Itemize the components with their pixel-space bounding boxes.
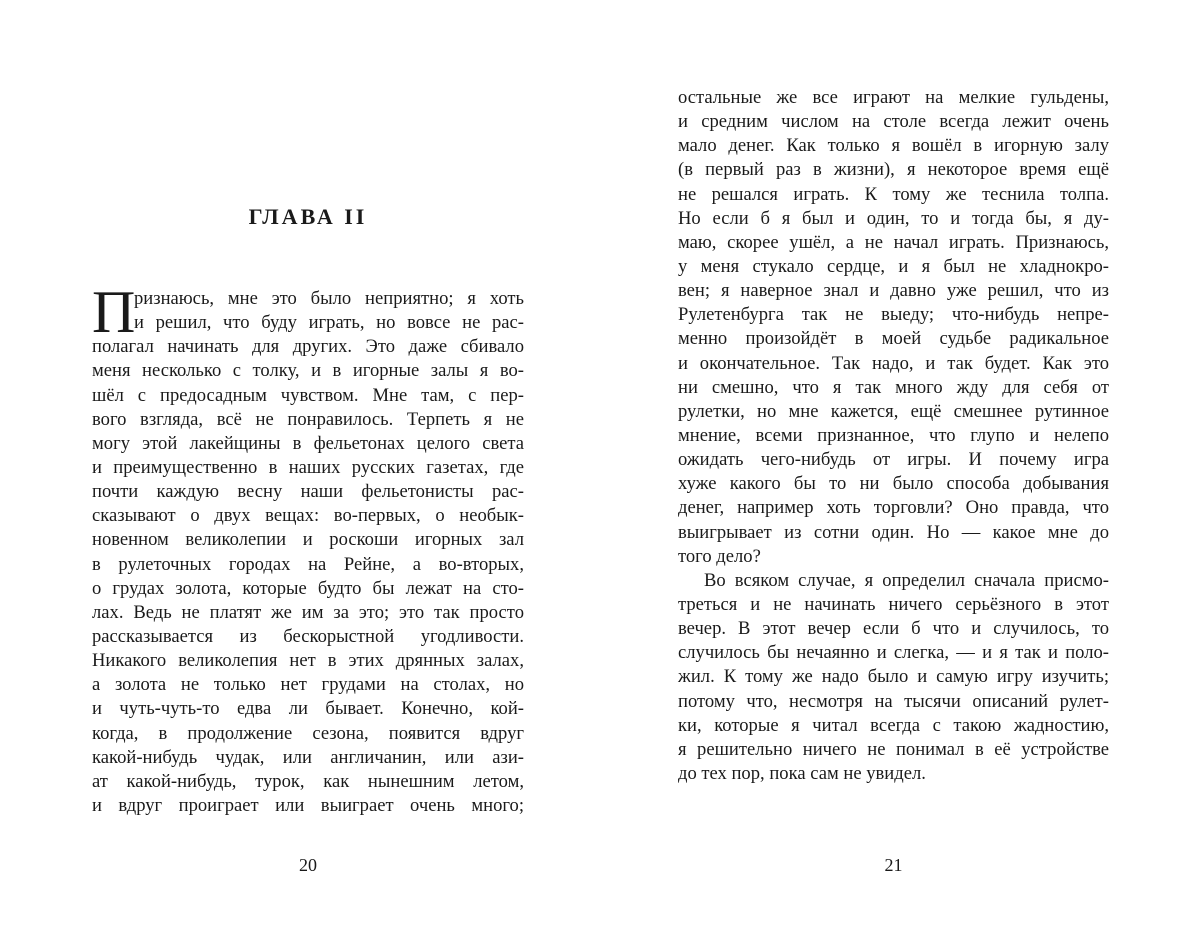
text-line: сказывают о двух вещах: во-первых, о необык- (92, 505, 524, 527)
text-line: о грудах золота, которые будто бы лежат на сто- (92, 577, 524, 599)
text-line: мнение, всеми признанное, что глупо и нелепо (678, 424, 1109, 446)
chapter-title: ГЛАВА II (248, 204, 368, 229)
text-line: и окончательное. Так надо, и так будет. Как это (678, 352, 1109, 374)
text-line: вен; я наверное знал и давно уже решил, что из (678, 280, 1109, 302)
text-line: а золота не только нет грудами на столах, но (92, 674, 524, 696)
text-line: ожидать чего-нибудь от игры. И почему игра (678, 449, 1109, 471)
text-line: ки, которые я читал всегда с такою жадностию, (678, 714, 1109, 736)
text-line: Но если б я был и один, то и тогда бы, я ду- (678, 207, 1109, 229)
text-line: рассказывается из бескорыстной угодливости. (92, 625, 524, 647)
text-line: и решил, что буду играть, но вовсе не рас- (134, 312, 524, 334)
text-line: и преимущественно в наших русских газетах, где (92, 456, 524, 478)
text-line: вого взгляда, всё не понравилось. Терпеть я не (92, 408, 524, 430)
text-line: и чуть-чуть-то едва ли бывает. Конечно, кой- (92, 698, 524, 720)
text-line: остальные же все играют на мелкие гульдены, (678, 87, 1109, 108)
text-line: хуже какого бы то ни было способа добывания (678, 473, 1109, 495)
text-line: того дело? (678, 545, 761, 567)
text-line: денег, например хоть торговли? Оно правда, что (678, 497, 1109, 519)
text-line: до тех пор, пока сам не увидел. (678, 762, 926, 784)
left-page (92, 0, 524, 937)
text-line: в рулеточных городах на Рейне, а во-вторых, (92, 553, 524, 575)
text-line: Во всяком случае, я определил сначала присмо- (704, 569, 1109, 591)
page-number: 20 (299, 855, 317, 875)
text-line: у меня стукало сердце, и я был не хладнокро- (678, 255, 1109, 277)
text-line: новенном великолепии и роскоши игорных зал (92, 529, 524, 551)
text-line: потому что, несмотря на тысячи описаний рулет- (678, 690, 1109, 712)
text-line: не решался играть. К тому же теснила толпа. (678, 183, 1109, 205)
text-line: меня несколько с толку, и в игорные залы я во- (92, 360, 524, 382)
text-line: ризнаюсь, мне это было неприятно; я хоть (134, 288, 524, 309)
text-line: ат какой-нибудь, турок, как нынешним летом, (92, 770, 524, 792)
text-line: шёл с предосадным чувством. Мне там, с пер- (92, 384, 524, 406)
text-line: менно произойдёт в моей судьбе радикальное (678, 328, 1109, 350)
right-page-text (678, 86, 1109, 786)
right-page (678, 0, 1109, 937)
text-line: почти каждую весну наши фельетонисты рас- (92, 481, 524, 503)
text-line: (в первый раз в жизни), я некоторое время ещё (678, 159, 1109, 181)
text-line: Никакого великолепия нет в этих дрянных залах, (92, 650, 524, 672)
text-line: Рулетенбурга так не выеду; что-нибудь непре- (678, 304, 1109, 326)
text-line: и средним числом на столе всегда лежит очень (678, 111, 1109, 133)
text-line: лах. Ведь не платят же им за это; это так просто (92, 601, 524, 623)
text-line: мало денег. Как только я вошёл в игорную залу (678, 135, 1109, 157)
text-line: и вдруг проиграет или выиграет очень много; (92, 794, 524, 816)
left-page-text (92, 279, 524, 818)
drop-cap: П (92, 279, 136, 345)
text-line: могу этой лакейщины в фельетонах целого света (92, 432, 524, 454)
text-line: какой-нибудь чудак, или англичанин, или ази- (92, 746, 524, 768)
text-line: жил. К тому же надо было и самую игру изучить; (678, 666, 1109, 688)
text-line: треться и не начинать ничего серьёзного в этот (678, 593, 1109, 615)
text-line: когда, в продолжение сезона, появится вдруг (92, 722, 524, 744)
text-line: рулетки, но мне кажется, ещё смешнее рутинное (678, 400, 1109, 422)
text-line: я решительно ничего не понимал в её устройстве (678, 738, 1109, 760)
text-line: выигрывает из сотни один. Но — какое мне до (678, 521, 1109, 543)
page-number: 21 (884, 855, 903, 875)
text-line: вечер. В этот вечер если б что и случилось, то (678, 618, 1109, 640)
text-line: маю, скорее ушёл, а не начал играть. Признаюсь, (678, 231, 1109, 253)
text-line: полагал начинать для других. Это даже сбивало (92, 336, 524, 358)
text-line: ни смешно, что я так много жду для себя от (678, 376, 1109, 398)
text-line: случилось бы нечаянно и слегка, — и я так и поло- (678, 642, 1109, 664)
